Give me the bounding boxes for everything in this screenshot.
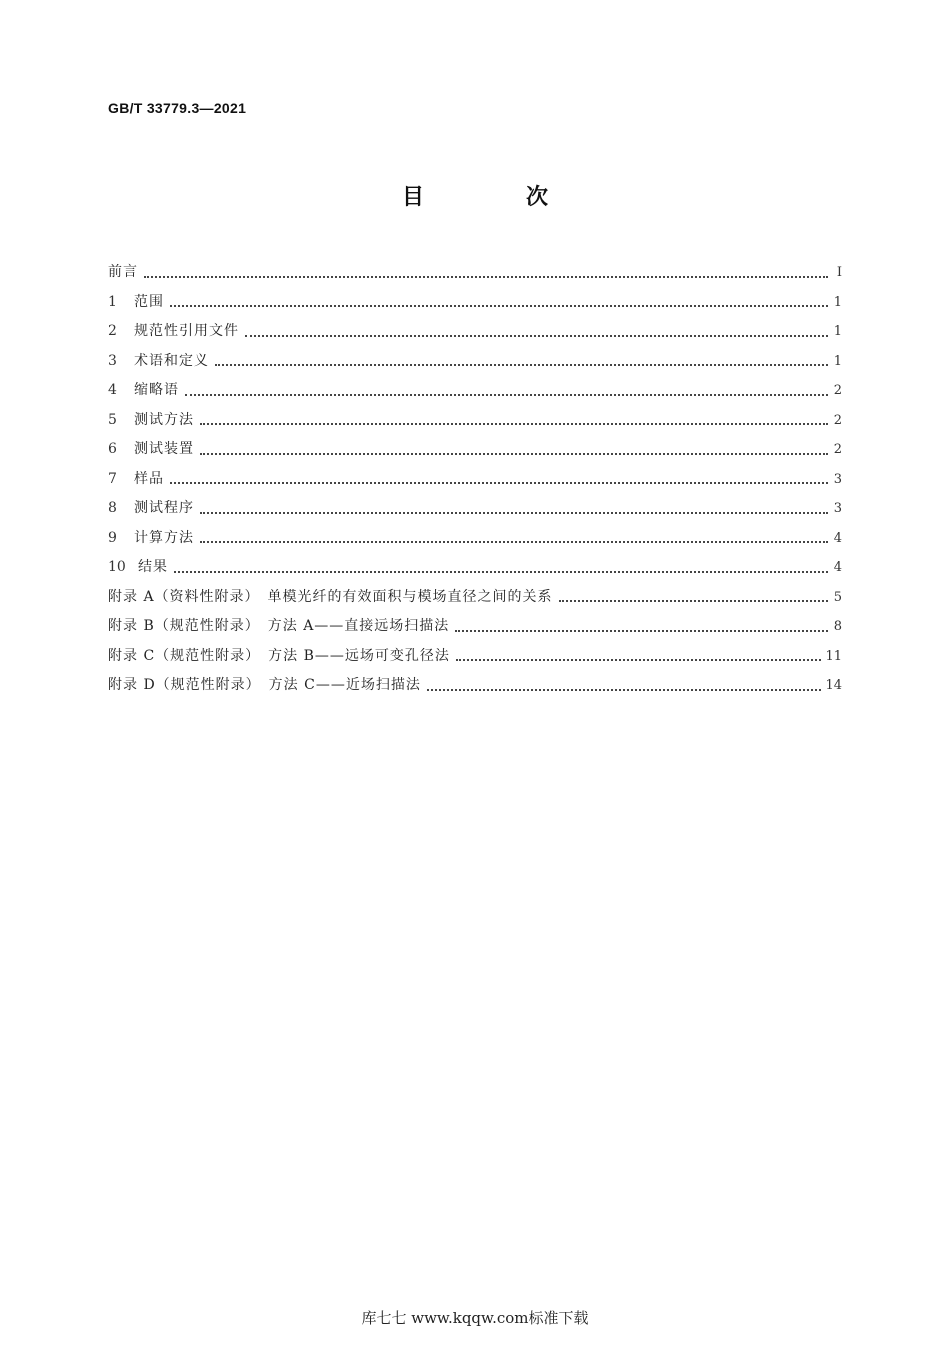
toc-entry-text: 附录 A（资料性附录） 单模光纤的有效面积与模场直径之间的关系 [108, 588, 553, 605]
toc-section-number: 4 [108, 382, 117, 398]
toc-section-number: 5 [108, 411, 117, 428]
toc-entry-text: 测试方法 [134, 411, 194, 428]
toc-entry-scope[interactable] [108, 288, 842, 318]
toc-entry-results[interactable] [108, 553, 842, 583]
toc-leader-dots [455, 612, 828, 642]
toc-leader-dots [215, 347, 828, 377]
toc-page-number: 1 [833, 294, 842, 310]
toc-entry-samples[interactable] [108, 465, 842, 495]
toc-entry-text: 术语和定义 [134, 352, 209, 369]
toc-page-number: 5 [833, 589, 842, 605]
page-title: 目 次 [401, 185, 588, 210]
toc-entry-text: 附录 C（规范性附录） 方法 B——远场可变孔径法 [108, 647, 450, 664]
toc-page-number: 2 [833, 442, 842, 457]
toc-entry-annex-c[interactable] [108, 642, 842, 672]
toc-entry-annex-b[interactable] [108, 612, 842, 642]
toc-entry-foreword[interactable] [108, 258, 842, 288]
toc-leader-dots [144, 258, 828, 288]
toc-entry-terms-definitions[interactable] [108, 347, 842, 377]
toc-section-number: 1 [108, 293, 117, 310]
toc-entry-text: 样品 [134, 470, 164, 487]
toc-page-number: 4 [833, 530, 842, 546]
toc-entry-test-method[interactable] [108, 406, 842, 436]
table-of-contents [108, 258, 842, 701]
toc-page-number: 2 [833, 383, 842, 398]
toc-page-number: 1 [833, 353, 842, 369]
toc-leader-dots [170, 465, 828, 495]
toc-page-number: Ⅰ [836, 265, 842, 280]
toc-leader-dots [427, 671, 822, 701]
toc-section-number: 7 [108, 470, 117, 487]
toc-page-number: 4 [833, 560, 842, 575]
toc-section-number: 2 [108, 323, 117, 339]
toc-leader-dots [185, 376, 828, 406]
toc-leader-dots [170, 288, 828, 318]
toc-leader-dots [200, 435, 828, 465]
toc-entry-normative-references[interactable] [108, 317, 842, 347]
toc-section-number: 8 [108, 500, 117, 516]
toc-section-number: 3 [108, 352, 117, 369]
toc-section-number: 6 [108, 441, 117, 457]
toc-section-number: 9 [108, 529, 117, 546]
toc-entry-calculation[interactable] [108, 524, 842, 554]
toc-leader-dots [174, 553, 828, 583]
toc-entry-annex-d[interactable] [108, 671, 842, 701]
toc-entry-text: 范围 [134, 293, 164, 310]
toc-entry-text: 规范性引用文件 [134, 323, 239, 339]
toc-entry-test-apparatus[interactable] [108, 435, 842, 465]
toc-leader-dots [456, 642, 822, 672]
toc-section-number: 10 [108, 559, 126, 575]
toc-page-number: 14 [825, 678, 842, 693]
toc-page-number: 8 [833, 619, 842, 634]
toc-entry-text: 结果 [138, 559, 168, 575]
toc-page-number: 3 [833, 471, 842, 487]
toc-entry-abbreviations[interactable] [108, 376, 842, 406]
standard-code: GB/T 33779.3—2021 [108, 100, 247, 116]
toc-entry-text: 计算方法 [134, 529, 194, 546]
toc-leader-dots [200, 524, 828, 554]
toc-leader-dots [200, 494, 828, 524]
footer-watermark: 库七七 www.kqqw.com标准下载 [361, 1309, 589, 1327]
toc-page-number: 1 [833, 324, 842, 339]
toc-entry-text: 缩略语 [134, 382, 179, 398]
toc-entry-text: 测试程序 [134, 500, 194, 516]
toc-page-number: 2 [833, 412, 842, 428]
toc-page-number: 11 [825, 648, 842, 664]
toc-entry-text: 前言 [108, 264, 138, 280]
toc-entry-text: 附录 D（规范性附录） 方法 C——近场扫描法 [108, 677, 421, 693]
toc-leader-dots [200, 406, 828, 436]
toc-entry-annex-a[interactable] [108, 583, 842, 613]
toc-leader-dots [245, 317, 828, 347]
toc-leader-dots [559, 583, 828, 613]
toc-page-number: 3 [833, 501, 842, 516]
toc-entry-test-procedure[interactable] [108, 494, 842, 524]
toc-entry-text: 测试装置 [134, 441, 194, 457]
toc-entry-text: 附录 B（规范性附录） 方法 A——直接远场扫描法 [108, 618, 450, 634]
